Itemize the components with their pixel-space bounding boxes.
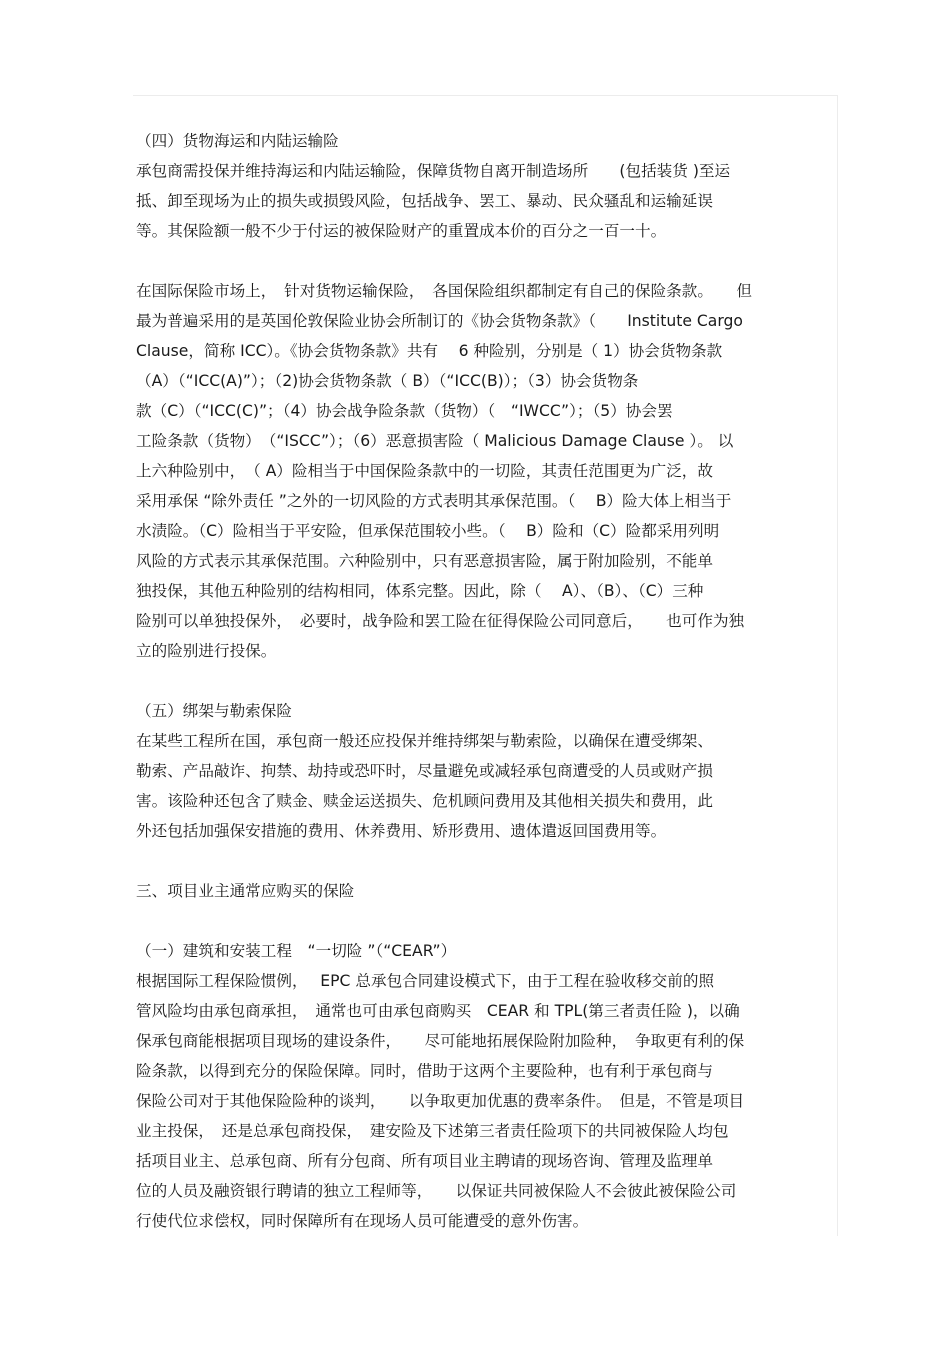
text-line: 采用承保 “除外责任 ”之外的一切风险的方式表明其承保范围。（ B）险大体上相当于: [136, 492, 732, 510]
text-line: 勒索、产品敲诈、拘禁、劫持或恐吓时，尽量避免或减轻承包商遭受的人员或财产损: [136, 762, 713, 780]
text-line: 保险公司对于其他保险险种的谈判， 以争取更加优惠的费率条件。 但是，不管是项目: [136, 1092, 745, 1110]
section-heading-cargo-insurance: （四）货物海运和内陆运输险: [136, 132, 339, 150]
text-line: 位的人员及融资银行聘请的独立工程师等， 以保证共同被保险人不会彼此被保险公司: [136, 1182, 737, 1200]
text-line: 承包商需投保并维持海运和内陆运输险，保障货物自离开制造场所 (包括装货 )至运: [136, 162, 731, 180]
text-line: 立的险别进行投保。: [136, 642, 277, 660]
text-line: 上六种险别中， （ A）险相当于中国保险条款中的一切险，其责任范围更为广泛，故: [136, 462, 713, 480]
text-line: 保承包商能根据项目现场的建设条件， 尽可能地拓展保险附加险种， 争取更有利的保: [136, 1032, 745, 1050]
text-line: Clause，简称 ICC）。《协会货物条款》共有 6 种险别，分别是（ 1）协会货物条款: [136, 342, 723, 360]
text-line: 根据国际工程保险惯例， EPC 总承包合同建设模式下，由于工程在验收移交前的照: [136, 972, 715, 990]
paragraph-kidnap-ransom: [136, 726, 836, 846]
part-heading-owner-insurance: 三、项目业主通常应购买的保险: [136, 882, 355, 900]
document-body: [136, 126, 836, 1236]
text-line: 括项目业主、总承包商、所有分包商、所有项目业主聘请的现场咨询、管理及监理单: [136, 1152, 713, 1170]
text-line: 行使代位求偿权，同时保障所有在现场人员可能遭受的意外伤害。: [136, 1212, 589, 1230]
text-line: 等。其保险额一般不少于付运的被保险财产的重置成本价的百分之一百一十。: [136, 222, 667, 240]
section-heading-kidnap-ransom: （五）绑架与勒索保险: [136, 702, 292, 720]
text-line: 在某些工程所在国，承包商一般还应投保并维持绑架与勒索险，以确保在遭受绑架、: [136, 732, 713, 750]
text-line: （A）（“ICC(A)”）；（2)协会货物条款（ B）（“ICC(B)）；（3）协会货物条: [136, 372, 639, 390]
subsection-heading-cear: （一）建筑和安装工程 “一切险 ”（“CEAR”）: [136, 942, 457, 960]
paragraph-cear: [136, 966, 836, 1236]
text-line: 业主投保， 还是总承包商投保， 建安险及下述第三者责任险项下的共同被保险人均包: [136, 1122, 729, 1140]
text-line: 管风险均由承包商承担， 通常也可由承包商购买 CEAR 和 TPL(第三者责任险 )，以确: [136, 1002, 740, 1020]
text-line: 最为普遍采用的是英国伦敦保险业协会所制订的《协会货物条款》（ Institute Cargo: [136, 312, 743, 330]
paragraph-icc-clauses: [136, 276, 836, 666]
text-line: 抵、卸至现场为止的损失或损毁风险，包括战争、罢工、暴动、民众骚乱和运输延误: [136, 192, 713, 210]
text-line: 工险条款（货物） （“ISCC”）；（6）恶意损害险（ Malicious Damage Clause ）。 以: [136, 432, 734, 450]
text-line: 风险的方式表示其承保范围。六种险别中，只有恶意损害险，属于附加险别，不能单: [136, 552, 713, 570]
text-line: 险条款，以得到充分的保险保障。同时，借助于这两个主要险种，也有利于承包商与: [136, 1062, 713, 1080]
text-line: 险别可以单独投保外， 必要时，战争险和罢工险在征得保险公司同意后， 也可作为独: [136, 612, 745, 630]
text-line: 外还包括加强保安措施的费用、休养费用、矫形费用、遗体遣返回国费用等。: [136, 822, 667, 840]
text-line: 水渍险。（C）险相当于平安险，但承保范围较小些。（ B）险和（C）险都采用列明: [136, 522, 720, 540]
paragraph-cargo-coverage: [136, 156, 836, 246]
text-line: 款（C）（“ICC(C)”；（4）协会战争险条款（货物）（ “IWCC”）；（5）协会罢: [136, 402, 673, 420]
text-line: 害。该险种还包含了赎金、赎金运送损失、危机顾问费用及其他相关损失和费用，此: [136, 792, 713, 810]
text-line: 在国际保险市场上， 针对货物运输保险， 各国保险组织都制定有自己的保险条款。 但: [136, 282, 752, 300]
text-line: 独投保，其他五种险别的结构相同，体系完整。因此，除（ A）、（B）、（C）三种: [136, 582, 704, 600]
